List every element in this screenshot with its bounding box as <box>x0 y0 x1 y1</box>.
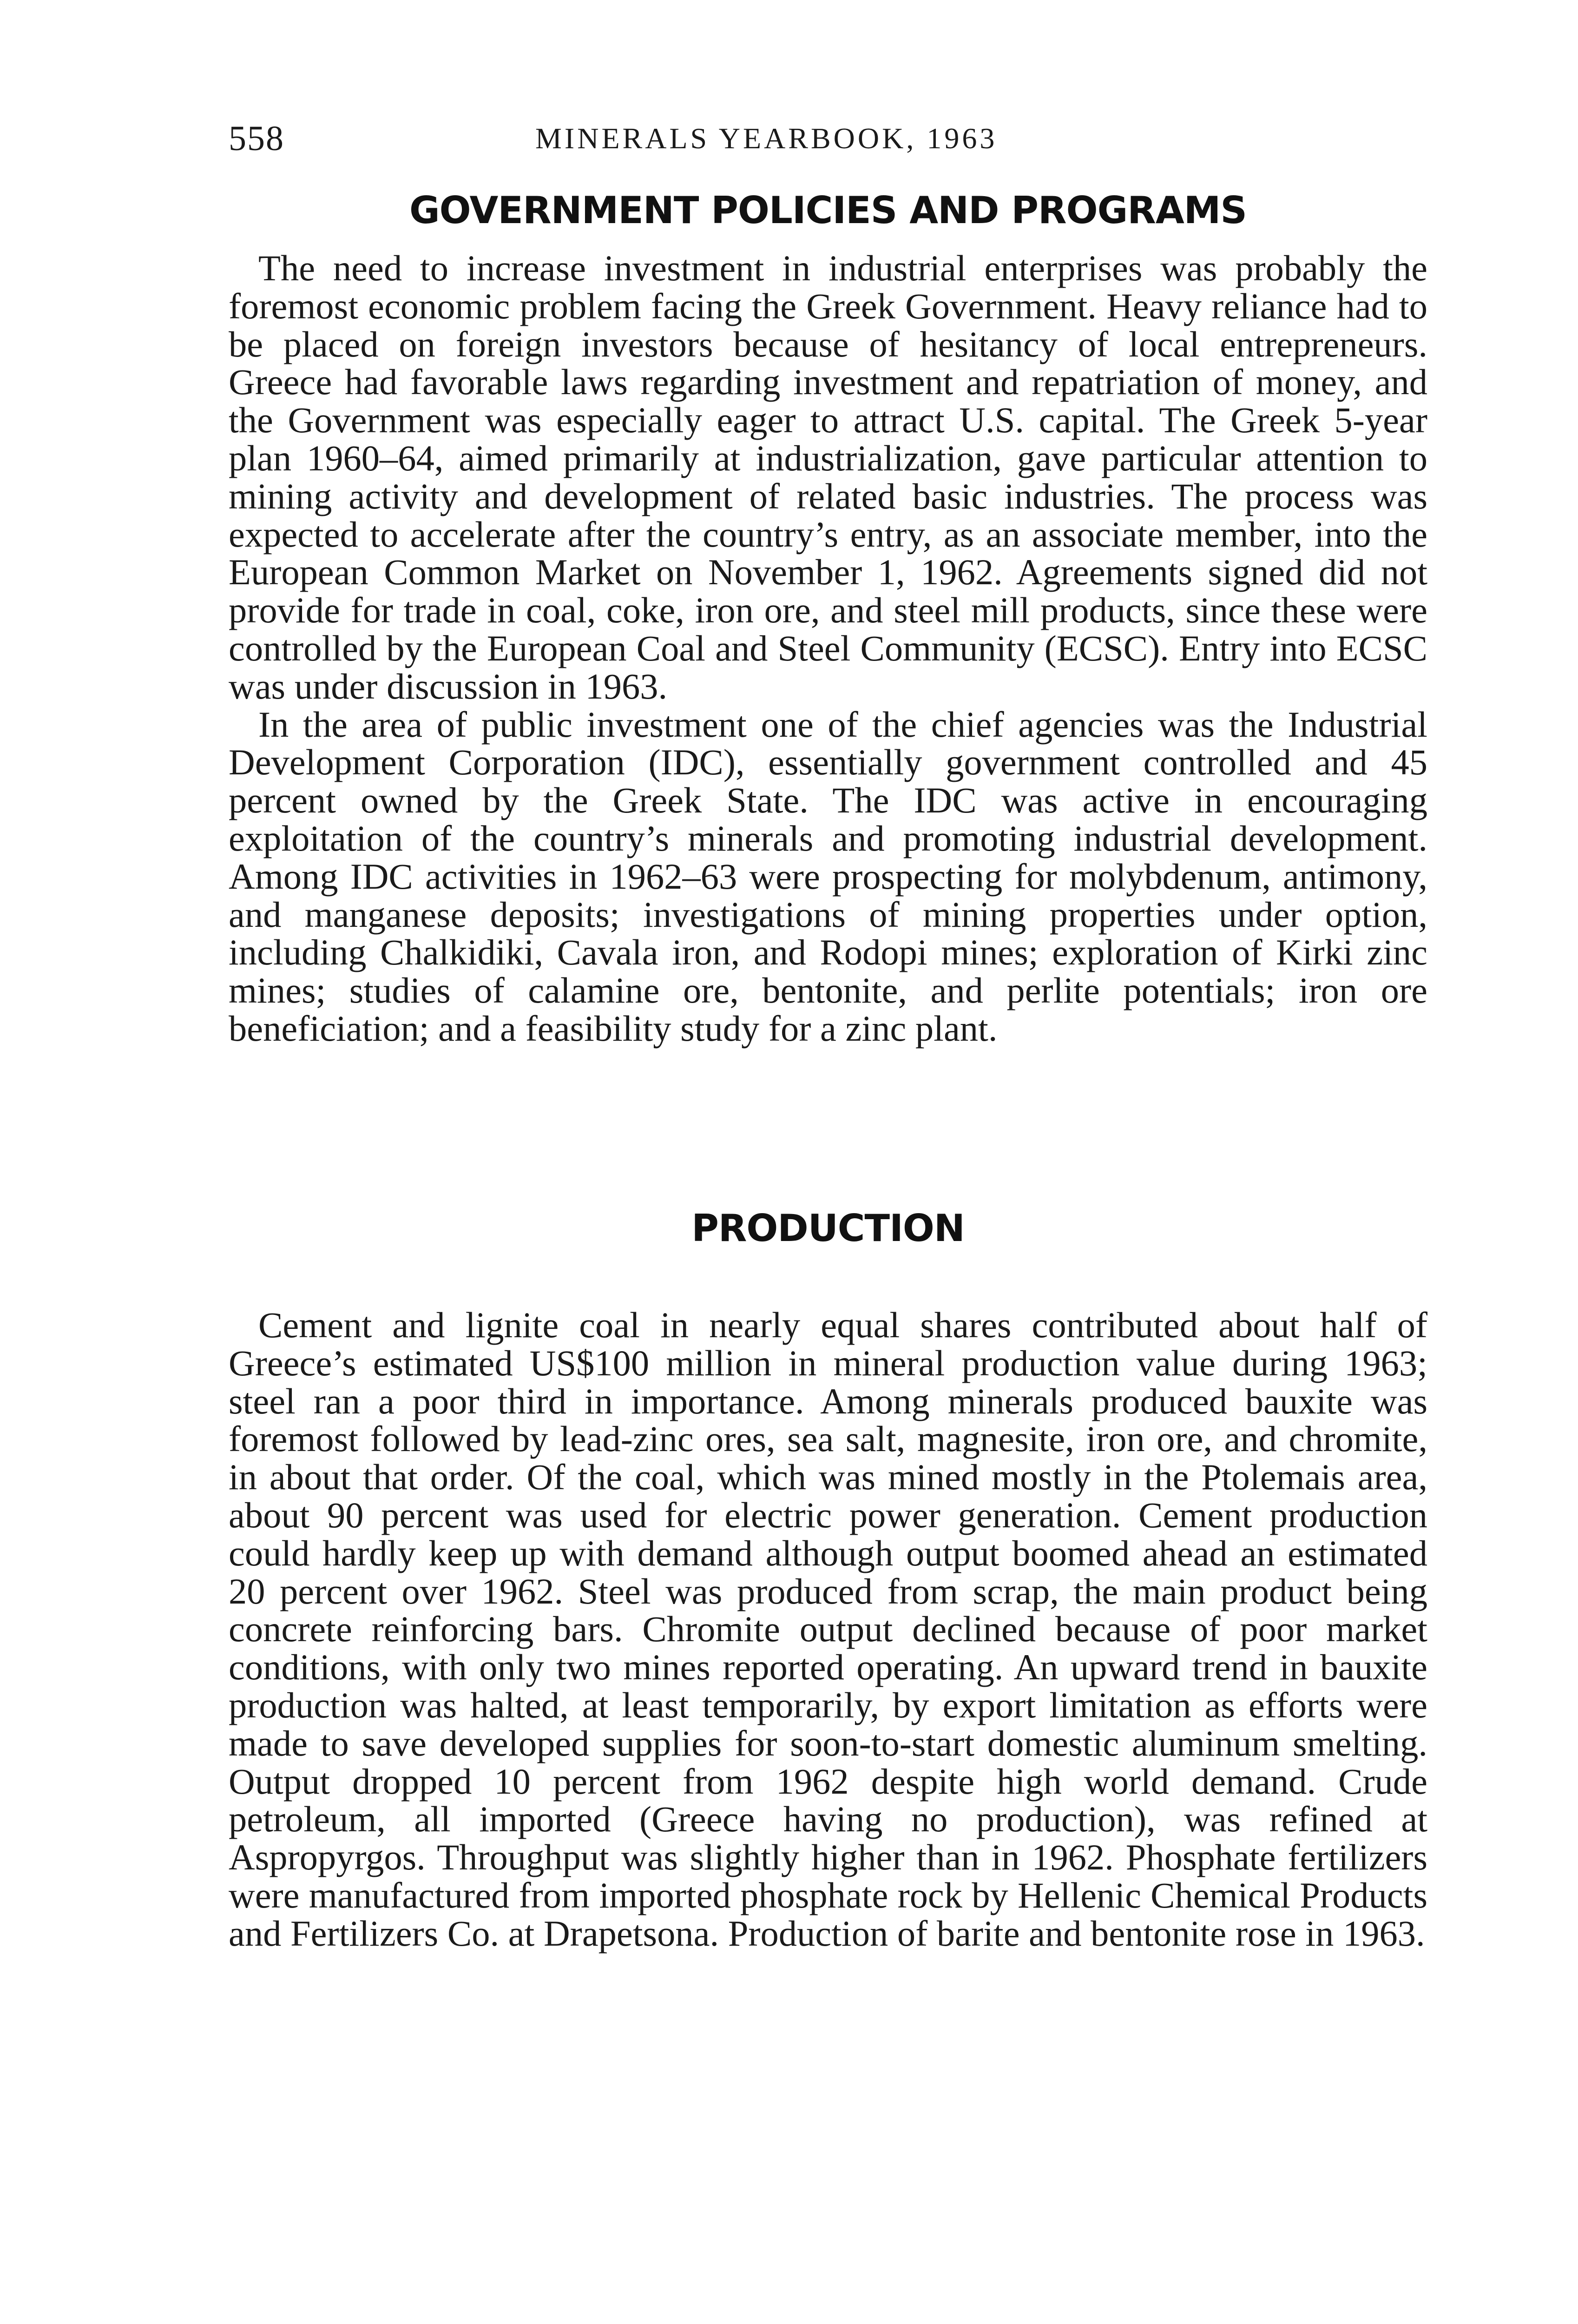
section-body-production <box>229 1306 1427 1953</box>
running-head <box>229 115 1437 162</box>
page-number: 558 <box>229 119 284 158</box>
paragraph: In the area of public investment one of the chief agencies was the Industrial Development Corporation (IDC), essentially government controlled and 45 percent owned by the Greek State. The IDC was active in encouraging exploitation of the country’s minerals and promoting industrial development. Among IDC activities in 1962–63 were prospecting for molybdenum, antimony, and manganese deposits; investigations of mining properties under option, including Chalkidiki, Cavala iron, and Rodopi mines; exploration of Kirki zinc mines; studies of calamine ore, bentonite, and perlite potentials; iron ore beneficiation; and a feasibility study for a zinc plant. <box>229 704 1427 1049</box>
paragraph: The need to increase investment in industrial enterprises was probably the foremost economic problem facing the Greek Government. Heavy reliance had to be placed on foreign investors because of hesitancy of local entrepreneurs. Greece had favorable laws regarding investment and repatriation of money, and the Government was especially eager to attract U.S. capital. The Greek 5-year plan 1960–64, aimed primarily at industrialization, gave particular attention to mining activity and development of related basic industries. The process was expected to accelerate after the country’s entry, as an associate member, into the European Common Market on November 1, 1962. Agreements signed did not provide for trade in coal, coke, iron ore, and steel mill products, since these were controlled by the European Coal and Steel Community (ECSC). Entry into ECSC was under discussion in 1963. <box>229 248 1427 706</box>
section-heading-government-policies: GOVERNMENT POLICIES AND PROGRAMS <box>409 189 1247 232</box>
section-body-government-policies <box>229 249 1427 1048</box>
running-title: MINERALS YEARBOOK, 1963 <box>535 122 998 155</box>
paragraph: Cement and lignite coal in nearly equal shares contributed about half of Greece’s estimated US$100 million in mineral production value during 1963; steel ran a poor third in importance. Among minerals produced bauxite was foremost followed by lead-zinc ores, sea salt, magnesite, iron ore, and chromite, in about that order. Of the coal, which was mined mostly in the Ptolemais area, about 90 percent was used for electric power generation. Cement production could hardly keep up with demand although output boomed ahead an estimated 20 percent over 1962. Steel was produced from scrap, the main product being concrete reinforcing bars. Chromite output declined because of poor market conditions, with only two mines reported operating. An upward trend in bauxite production was halted, at least temporarily, by export limitation as efforts were made to save developed supplies for soon-to-start domestic aluminum smelting. Output dropped 10 percent from 1962 despite high world demand. Crude petroleum, all imported (Greece having no production), was refined at Aspropyrgos. Throughput was slightly higher than in 1962. Phosphate fertilizers were manufactured from imported phosphate rock by Hellenic Chemical Products and Fertilizers Co. at Drapetsona. Production of barite and bentonite rose in 1963. <box>229 1305 1427 1954</box>
section-heading-production: PRODUCTION <box>691 1207 965 1250</box>
